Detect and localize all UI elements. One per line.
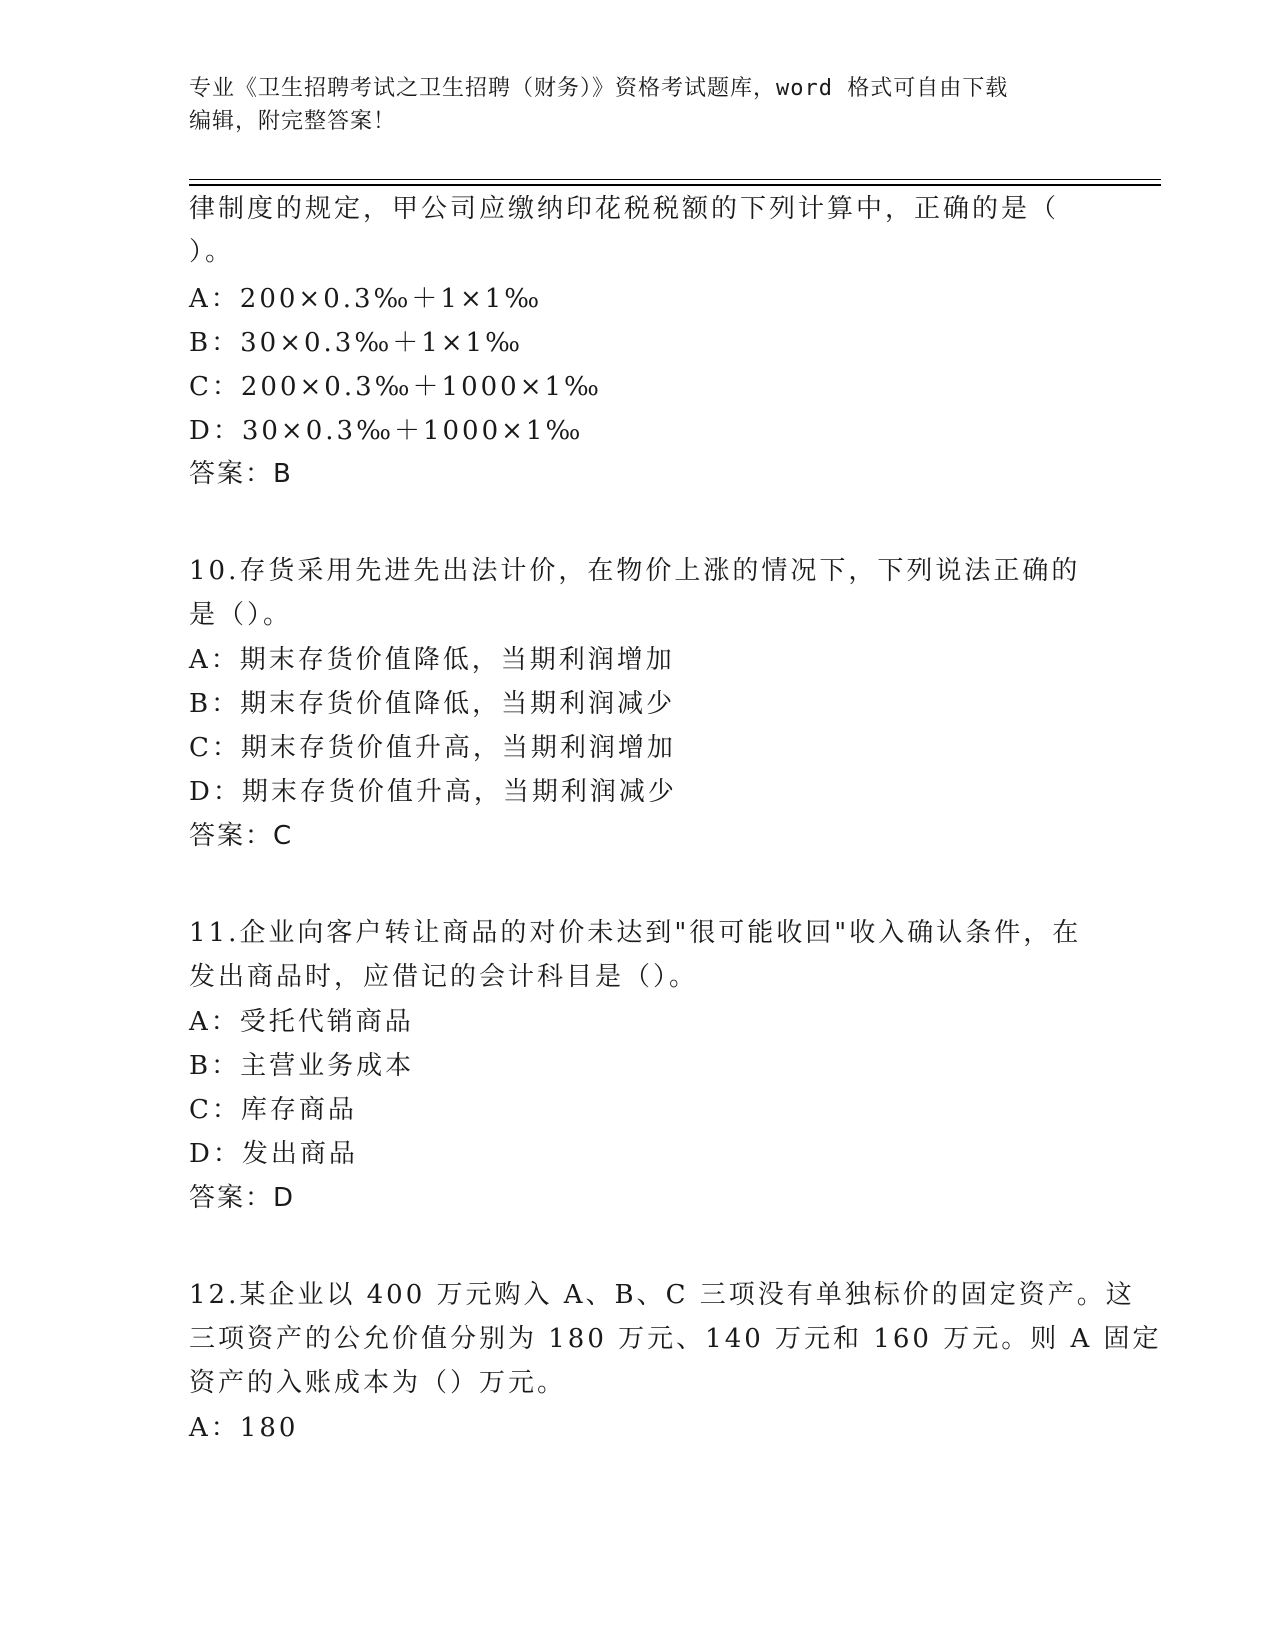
- q9-answer: 答案：B: [189, 459, 293, 489]
- q9-option-b: B：30×0.3‰＋1×1‰: [189, 328, 523, 358]
- q11-stem-line-2: 发出商品时，应借记的会计科目是（）。: [189, 962, 699, 992]
- q9-stem-line-2: ）。: [189, 237, 235, 267]
- q10-answer: 答案：C: [189, 821, 294, 851]
- header-line-2: 编辑，附完整答案！: [189, 109, 397, 134]
- header-line-1: 专业《卫生招聘考试之卫生招聘（财务）》资格考试题库，word 格式可自由下载: [189, 76, 1009, 101]
- q10-option-b: B：期末存货价值降低，当期利润减少: [189, 689, 676, 719]
- q10-stem-line-2: 是（）。: [189, 600, 293, 630]
- q11-option-a: A：受托代销商品: [189, 1007, 414, 1037]
- header-divider-thick: [189, 184, 1161, 186]
- q11-option-b: B：主营业务成本: [189, 1051, 415, 1081]
- q10-option-c: C：期末存货价值升高，当期利润增加: [189, 733, 676, 763]
- q11-option-d: D：发出商品: [189, 1139, 358, 1169]
- header-divider-thin: [189, 179, 1161, 180]
- q12-stem-line-2: 三项资产的公允价值分别为 180 万元、140 万元和 160 万元。则 A 固定: [189, 1324, 1162, 1354]
- q10-option-d: D：期末存货价值升高，当期利润减少: [189, 777, 677, 807]
- q11-option-c: C：库存商品: [189, 1095, 357, 1125]
- q12-stem-line-3: 资产的入账成本为（）万元。: [189, 1368, 567, 1398]
- q9-stem-line-1: 律制度的规定，甲公司应缴纳印花税税额的下列计算中，正确的是（: [189, 194, 1060, 224]
- document-header: [189, 72, 1089, 138]
- q9-option-d: D：30×0.3‰＋1000×1‰: [189, 416, 584, 446]
- q11-stem-line-1: 11.企业向客户转让商品的对价未达到"很可能收回"收入确认条件，在: [189, 918, 1082, 948]
- q9-option-c: C：200×0.3‰＋1000×1‰: [189, 372, 602, 402]
- q12-stem-line-1: 12.某企业以 400 万元购入 A、B、C 三项没有单独标价的固定资产。这: [189, 1280, 1135, 1310]
- q12-option-a: A：180: [189, 1413, 299, 1443]
- q9-option-a: A：200×0.3‰＋1×1‰: [189, 284, 543, 314]
- q10-option-a: A：期末存货价值降低，当期利润增加: [189, 645, 675, 675]
- q11-answer: 答案：D: [189, 1183, 296, 1213]
- q10-stem-line-1: 10.存货采用先进先出法计价，在物价上涨的情况下，下列说法正确的: [189, 556, 1081, 586]
